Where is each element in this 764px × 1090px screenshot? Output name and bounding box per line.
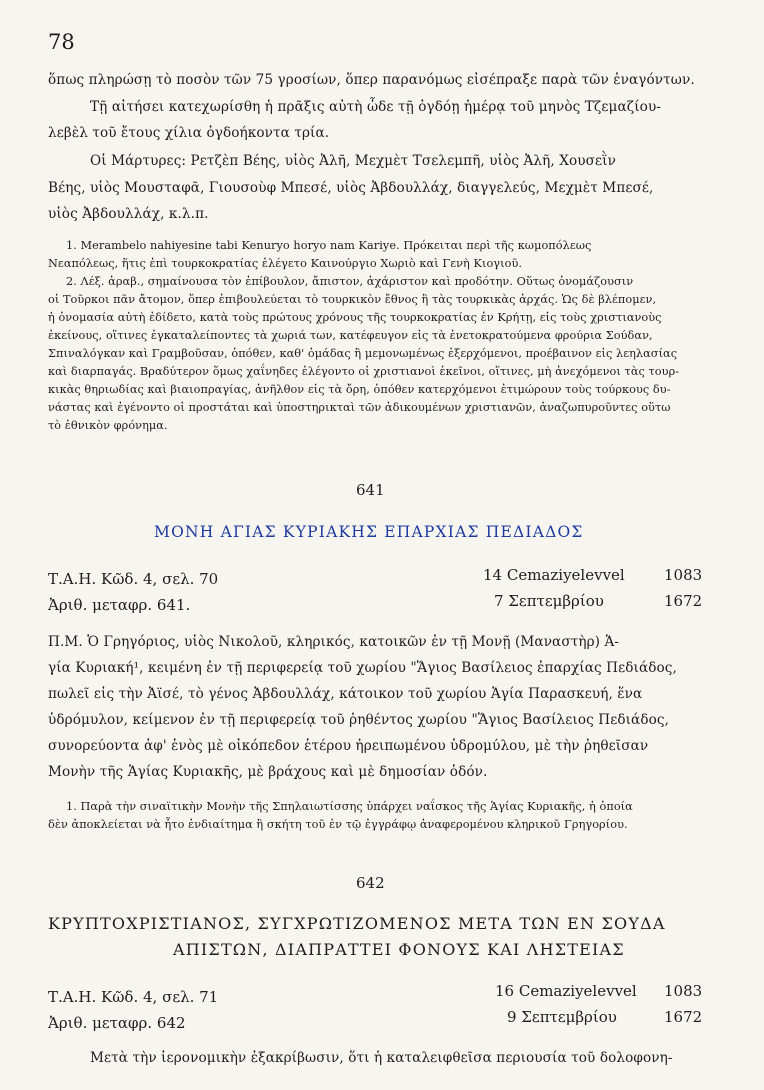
hijri-year: 1083	[664, 982, 703, 1000]
footnote-line: ἐκείνους, οἵτινες ἐγκαταλείποντες τὰ χωριά των, κατέφευγον εἰς τὰ ἐνετοκρατούμενα φρούρια Σούδαν,	[48, 329, 653, 342]
footnote-line: καὶ διαρπαγάς. Βραδύτερον ὅμως χαΐνηδες ἐλέγοντο οἱ χριστιανοὶ ἐκεῖνοι, οἵτινες, μὴ ἀνεχόμενοι τὰς τουρ-	[48, 365, 680, 378]
body-line: Μετὰ τὴν ἱερονομικὴν ἐξακρίβωσιν, ὅτι ἡ καταλειφθεῖσα περιουσία τοῦ δολοφονη-	[90, 1050, 673, 1066]
body-line: συνορεύοντα ἀφ' ἑνὸς μὲ οἰκόπεδον ἑτέρου ἠρειπωμένου ὑδρομύλου, μὲ τὴν ῥηθεῖσαν	[48, 738, 649, 754]
footnote-line: ἡ ὀνομασία αὐτὴ ἐδίδετο, κατὰ τοὺς πρώτους χρόνους τῆς τουρκοκρατίας ἐν Κρήτῃ, εἰς τοὺς χριστιανοὺς	[48, 311, 662, 324]
document-title-line-1: ΚΡΥΠΤΟΧΡΙΣΤΙΑΝΟΣ, ΣΥΓΧΡΩΤΙΖΟΜΕΝΟΣ ΜΕΤΑ ΤΩΝ ΕΝ ΣΟΥΔΑ	[48, 914, 666, 933]
body-line: Τῇ αἰτήσει κατεχωρίσθη ἡ πρᾶξις αὐτὴ ὧδε τῇ ὀγδόῃ ἡμέρᾳ τοῦ μηνὸς Τζεμαζίου-	[90, 99, 661, 115]
footnote-line: Σπιναλόγκαν καὶ Γραμβοῦσαν, ὁπόθεν, καθ' ὁμάδας ἢ μεμονωμένως ἐξερχόμενοι, προέβαινον εἰς λεηλασίας	[48, 347, 678, 360]
gregorian-date: 9 Σεπτεμβρίου	[507, 1008, 617, 1026]
gregorian-year: 1672	[664, 1008, 703, 1026]
footnote-line: κικὰς θηριωδίας καὶ βιαιοπραγίας, ἀνῆλθον εἰς τὰ ὄρη, ὁπόθεν κατερχόμενοι ἐτιμώρουν τοὺς τούρκους δυ-	[48, 383, 671, 396]
body-line: λεβὲλ τοῦ ἔτους χίλια ὀγδοήκοντα τρία.	[48, 125, 330, 141]
gregorian-date: 7 Σεπτεμβρίου	[494, 592, 604, 610]
body-line: ὅπως πληρώσῃ τὸ ποσὸν τῶν 75 γροσίων, ὅπερ παρανόμως εἰσέπραξε παρὰ τῶν ἐναγόντων.	[48, 72, 695, 88]
archive-reference: Τ.Α.Η. Κῶδ. 4, σελ. 71	[48, 988, 219, 1006]
footnote-line: 1. Παρὰ τὴν σιναϊτικὴν Μονὴν τῆς Σπηλαιωτίσσης ὑπάρχει ναΐσκος τῆς Ἁγίας Κυριακῆς, ἡ ὁποία	[66, 800, 633, 813]
witnesses-line: Οἱ Μάρτυρες: Ρετζὲπ Βέης, υἱὸς Ἀλῆ, Μεχμὲτ Τσελεμπῆ, υἱὸς Ἀλῆ, Χουσεῒν	[90, 153, 616, 169]
gregorian-year: 1672	[664, 592, 703, 610]
archive-reference: Τ.Α.Η. Κῶδ. 4, σελ. 70	[48, 570, 219, 588]
page-number: 78	[48, 30, 75, 54]
witnesses-line: Βέης, υἱὸς Μουσταφᾶ, Γιουσοὺφ Μπεσέ, υἱὸς Ἀβδουλλάχ, διαγγελεύς, Μεχμὲτ Μπεσέ,	[48, 180, 654, 196]
body-line: γία Κυριακή¹, κειμένη ἐν τῇ περιφερείᾳ τοῦ χωρίου "Ἅγιος Βασίλειος ἐπαρχίας Πεδιάδος,	[48, 660, 677, 676]
footnote-line: 2. Λέξ. ἀραβ., σημαίνουσα τὸν ἐπίβουλον, ἄπιστον, ἀχάριστον καὶ προδότην. Οὕτως ὀνομάζουσιν	[66, 275, 634, 288]
translation-number: Ἀριθ. μεταφρ. 642	[48, 1014, 186, 1032]
document-number: 642	[356, 874, 385, 892]
document-title-line-2: ΑΠΙΣΤΩΝ, ΔΙΑΠΡΑΤΤΕΙ ΦΟΝΟΥΣ ΚΑΙ ΛΗΣΤΕΙΑΣ	[173, 940, 625, 959]
body-line: πωλεῖ εἰς τὴν Ἀϊσέ, τὸ γένος Ἀβδουλλάχ, κάτοικον τοῦ χωρίου Ἁγία Παρασκευή, ἕνα	[48, 686, 643, 702]
document-number: 641	[356, 481, 385, 499]
translation-number: Ἀριθ. μεταφρ. 641.	[48, 596, 191, 614]
document-title: ΜΟΝΗ ΑΓΙΑΣ ΚΥΡΙΑΚΗΣ ΕΠΑΡΧΙΑΣ ΠΕΔΙΑΔΟΣ	[154, 523, 584, 541]
footnote-line: Νεαπόλεως, ἥτις ἐπὶ τουρκοκρατίας ἐλέγετο Καινούργιο Χωριὸ καὶ Γενὴ Κιογιοῦ.	[48, 257, 522, 270]
witnesses-line: υἱὸς Ἀβδουλλάχ, κ.λ.π.	[48, 206, 209, 222]
body-line: ὑδρόμυλον, κείμενον ἐν τῇ περιφερείᾳ τοῦ ῥηθέντος χωρίου "Ἅγιος Βασίλειος Πεδιάδος,	[48, 712, 670, 728]
body-line: Π.Μ. Ὁ Γρηγόριος, υἱὸς Νικολοῦ, κληρικός, κατοικῶν ἐν τῇ Μονῇ (Μαναστὴρ) Ἁ-	[48, 634, 620, 650]
footnote-line: δὲν ἀποκλείεται νὰ ἦτο ἐνδιαίτημα ἢ σκήτη τοῦ ἐν τῷ ἐγγράφῳ ἀναφερομένου κληρικοῦ Γρηγορίου.	[48, 818, 628, 831]
hijri-year: 1083	[664, 566, 703, 584]
footnote-line: οἱ Τοῦρκοι πᾶν ἄτομον, ὅπερ ἐπιβουλεύεται τὸ τουρκικὸν ἔθνος ἢ τὰς τουρκικὰς ἀρχάς. Ὡς δὲ βλέπομεν,	[48, 293, 657, 306]
body-line: Μονὴν τῆς Ἁγίας Κυριακῆς, μὲ βράχους καὶ μὲ δημοσίαν ὁδόν.	[48, 764, 488, 780]
footnote-line: νάστας καὶ ἐγένοντο οἱ προστάται καὶ ὑποστηρικταὶ τῶν ἀδικουμένων χριστιανῶν, ἀναζωπυροῦντες οὕτω	[48, 401, 671, 414]
footnote-line: 1. Merambelo nahiyesine tabi Kenuryo horyo nam Kariye. Πρόκειται περὶ τῆς κωμοπόλεως	[66, 239, 592, 252]
footnote-line: τὸ ἐθνικὸν φρόνημα.	[48, 419, 168, 432]
hijri-date: 16 Cemaziyelevvel	[495, 982, 637, 1000]
hijri-date: 14 Cemaziyelevvel	[483, 566, 625, 584]
